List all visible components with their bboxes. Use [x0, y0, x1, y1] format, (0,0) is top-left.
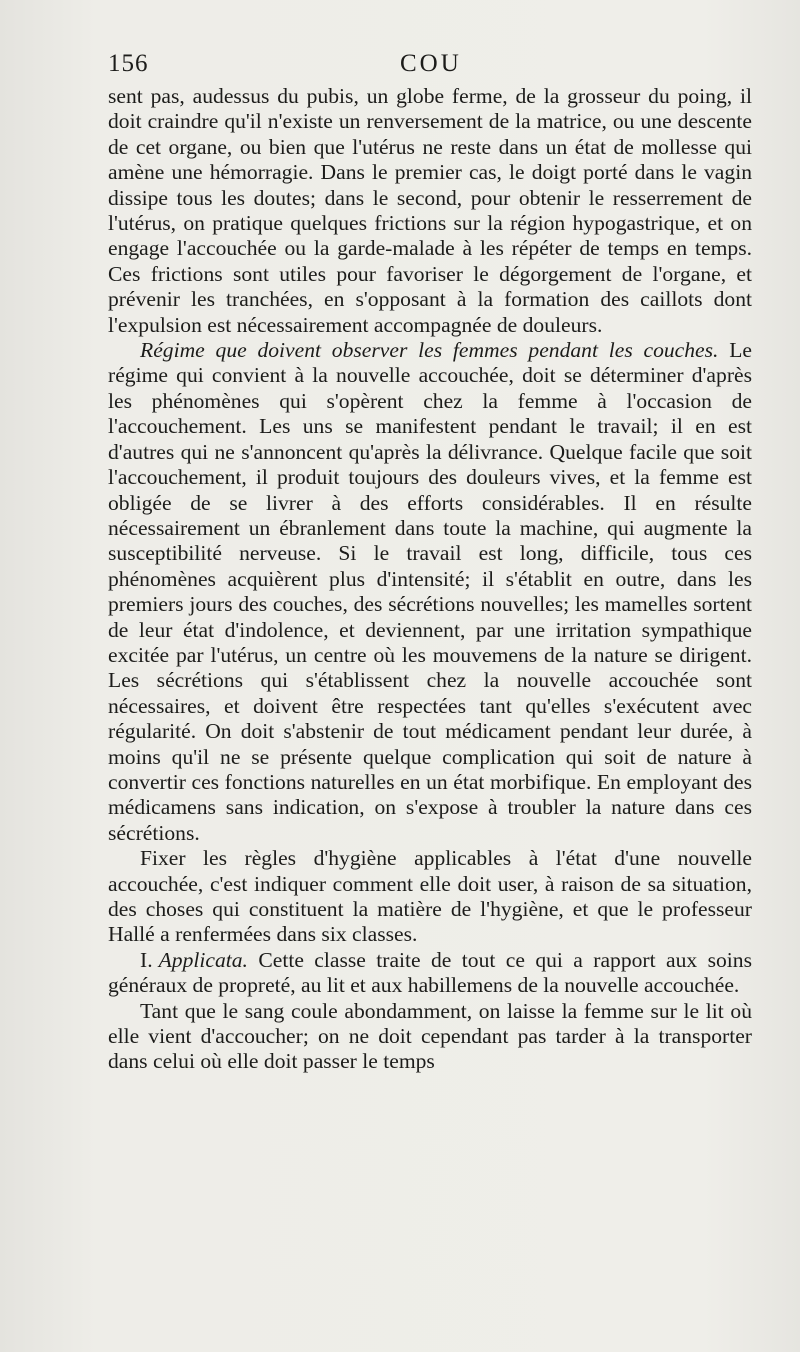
section-heading-regime: Régime que doivent observer les femmes pendant les couches. — [140, 338, 719, 363]
paragraph-text: Tant que le sang coule abondamment, on laisse la femme sur le lit où elle vient d'accoucher; on ne doit cependant pas tarder à la transporter dans celui où elle doit passer le temps — [108, 998, 752, 1074]
page-number: 156 — [108, 50, 149, 77]
paragraph-text: Le régime qui convient à la nouvelle accouchée, doit se déterminer d'après les phénomènes qui s'opèrent chez la femme à l'occasion de l'accouchement. Les uns se manifestent pendant le travail; il en est d'autres qui ne s'annoncent qu'après la délivrance. Quelque facile que soit l'accouchement, il produit toujours des douleurs vives, et la femme est obligée de se livrer à des efforts considérables. Il en résulte nécessairement un ébranlement dans toute la machine, qui augmente la susceptibilité nerveuse. Si le travail est long, difficile, tous ces phénomènes acquièrent plus d'intensité; il s'établit en outre, dans les premiers jours des couches, des sécrétions nouvelles; les mamelles sortent de leur état d'indolence, et deviennent, par une irritation sympathique excitée par l'utérus, un centre où les mouvemens de la nature se dirigent. Les sécrétions qui s'établissent chez la nouvelle accouchée sont nécessaires, et doivent être respectées tant qu'elles s'exécutent avec régularité. On doit s'abstenir de tout médicament pendant leur durée, à moins qu'il ne se présente quelque complication qui soit de nature à convertir ces fonctions naturelles en un état morbifique. En employant des médicamens sans indication, on s'expose à troubler la nature dans ces sécrétions. — [108, 338, 752, 845]
section-numeral: I. — [140, 947, 153, 972]
paragraph-text: Cette classe traite de tout ce qui a rapport aux soins généraux de propreté, au lit et aux habillemens de la nouvelle accouchée. — [108, 947, 752, 998]
paragraph-regime — [108, 338, 752, 846]
paragraph-final — [108, 999, 752, 1075]
paragraph-text: sent pas, audessus du pubis, un globe ferme, de la grosseur du poing, il doit craindre qu'il n'existe un renversement de la matrice, ou une descente de cet organe, ou bien que l'utérus ne reste dans un état de mollesse qui amène une hémorragie. Dans le premier cas, le doigt porté dans le vagin dissipe tous les doutes; dans le second, pour obtenir le resserrement de l'utérus, on pratique quelques frictions sur la région hypogastrique, et on engage l'accouchée ou la garde-malade à les répéter de temps en temps. Ces frictions sont utiles pour favoriser le dégorgement de l'organe, et prévenir les tranchées, en s'opposant à la formation des caillots dont l'expulsion est nécessairement accompagnée de douleurs. — [108, 84, 752, 337]
paragraph-text: Fixer les règles d'hygiène applicables à l'état d'une nouvelle accouchée, c'est indiquer comment elle doit user, à raison de sa situation, des choses qui constituent la matière de l'hygiène, et que le professeur Hallé a renfermées dans six classes. — [108, 846, 752, 947]
paragraph-continuation — [108, 84, 752, 338]
section-heading-applicata: Applicata. — [158, 947, 248, 972]
paragraph-applicata — [108, 948, 752, 999]
page-header — [108, 50, 752, 84]
paragraph-hygiene — [108, 846, 752, 948]
body-text — [108, 84, 752, 1075]
running-head: COU — [400, 50, 462, 77]
